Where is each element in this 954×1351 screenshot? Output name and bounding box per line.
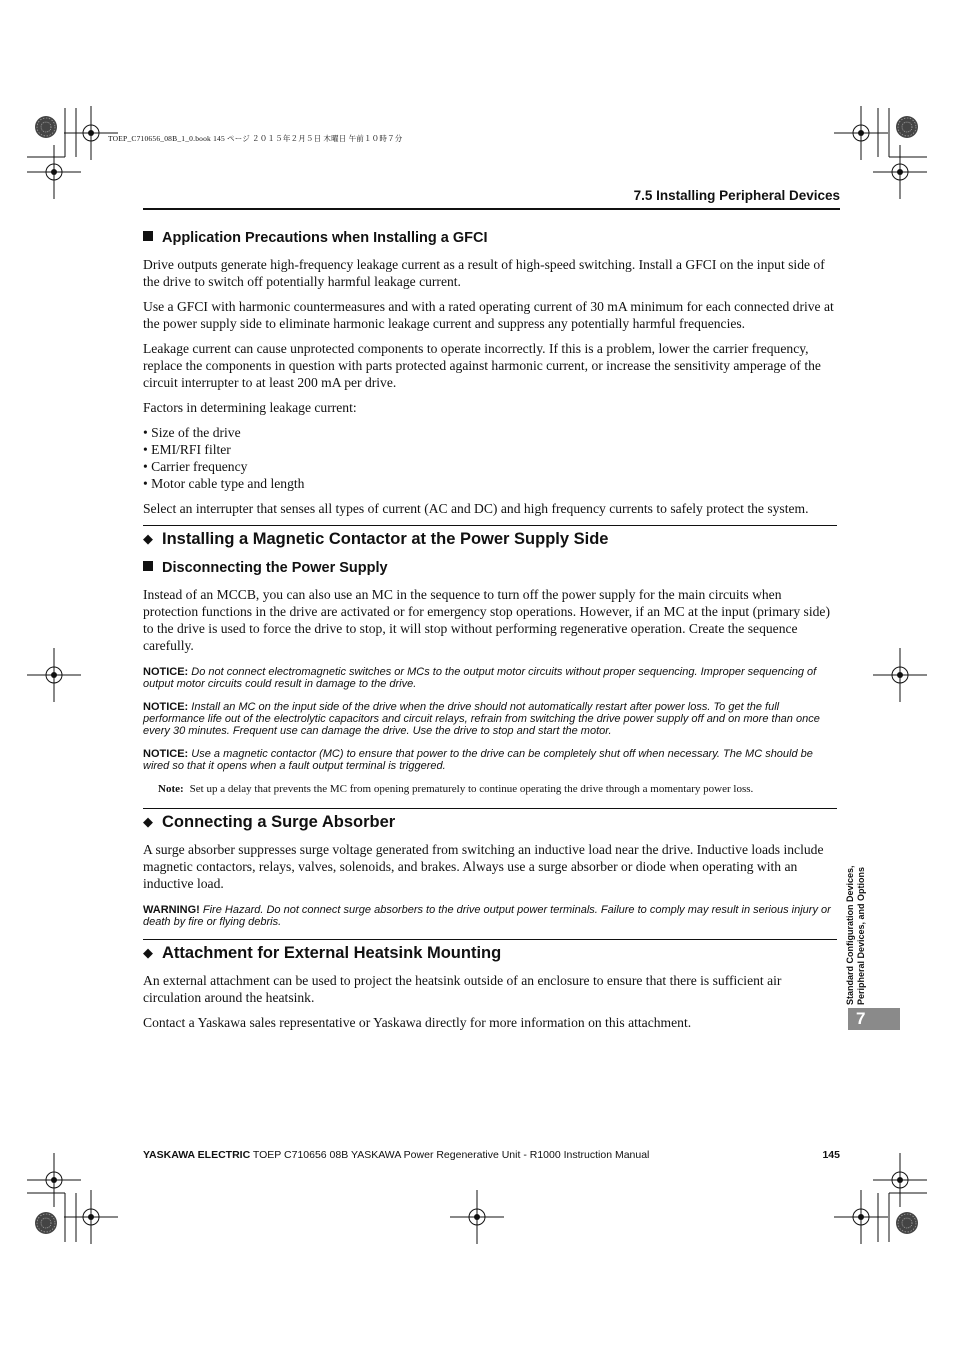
note: Note: Set up a delay that prevents the MC from opening prematurely to continue operating the drive through a momentary power loss. bbox=[158, 783, 754, 795]
heatsink-paragraph-1: An external attachment can be used to project the heatsink outside of an enclosure to ensure that there is sufficient air circulation around the heatsink. bbox=[143, 973, 782, 1005]
surge-paragraph-1: A surge absorber suppresses surge voltage generated from switching an inductive load near the drive. Inductive loads include magnetic contactors, relays, valves, solenoids, and brakes. Always use a surge absorber or diode when operating with an inductive load. bbox=[143, 842, 824, 891]
heatsink-paragraph-2: Contact a Yaskawa sales representative or Yaskawa directly for more information on this attachment. bbox=[143, 1015, 692, 1030]
running-head: 7.5 Installing Peripheral Devices bbox=[633, 188, 840, 203]
notice-1: NOTICE: Do not connect electromagnetic switches or MCs to the output motor circuits without proper sequencing. Improper sequencing of output motor circuits could result in damage to the drive. bbox=[143, 666, 817, 690]
gfci-paragraph-1: Drive outputs generate high-frequency leakage current as a result of high-speed switching. Install a GFCI on the input side of the drive to switch off potentially harmful leakage current. bbox=[143, 257, 825, 289]
disconnecting-heading: Disconnecting the Power Supply bbox=[143, 558, 840, 578]
page-content bbox=[143, 228, 840, 1039]
footer-brand: YASKAWA ELECTRIC bbox=[143, 1149, 251, 1161]
print-info: TOEP_C710656_08B_1_0.book 145 ページ ２０１５年２月５日 木曜日 午前１０時７分 bbox=[108, 134, 403, 143]
heatsink-heading: ◆ Attachment for External Heatsink Mounting bbox=[143, 939, 837, 964]
gfci-paragraph-3: Leakage current can cause unprotected components to operate incorrectly. If this is a problem, lower the carrier frequency, replace the components in question with parts protected against harmonic current, or increase the sensitivity amperage of the circuit interrupter to at least 200 mA per drive. bbox=[143, 341, 821, 390]
square-bullet-icon bbox=[143, 231, 153, 241]
list-item: • Carrier frequency bbox=[143, 458, 840, 475]
chapter-tab: 7 bbox=[848, 1008, 900, 1030]
warning: WARNING! Fire Hazard. Do not connect surge absorbers to the drive output power terminals. Failure to comply may result in serious injury or death by fire or flying debris. bbox=[143, 904, 831, 928]
gfci-paragraph-2: Use a GFCI with harmonic countermeasures and with a rated operating current of 30 mA minimum for each connected drive at the power supply side to eliminate harmonic leakage current and suppress any potentially harmful frequencies. bbox=[143, 299, 834, 331]
header-rule bbox=[143, 208, 840, 210]
list-item: • EMI/RFI filter bbox=[143, 441, 840, 458]
gfci-paragraph-4: Factors in determining leakage current: bbox=[143, 400, 357, 415]
notice-3: NOTICE: Use a magnetic contactor (MC) to ensure that power to the drive can be completely shut off when necessary. The MC should be wired so that it opens when a fault output terminal is triggered. bbox=[143, 748, 813, 772]
page-number: 145 bbox=[822, 1149, 840, 1161]
page-footer bbox=[143, 1149, 840, 1161]
gfci-paragraph-5: Select an interrupter that senses all types of current (AC and DC) and high frequency currents to safely protect the system. bbox=[143, 501, 809, 516]
contactor-paragraph-1: Instead of an MCCB, you can also use an MC in the sequence to turn off the power supply for the main circuits when protection functions in the drive are activated or for emergency stop operations. However, if an MC at the input (primary side) to the drive is used to force the drive to stop, it will stop without performing regenerative operation. Create the sequence carefully. bbox=[143, 587, 830, 653]
square-bullet-icon bbox=[143, 561, 153, 571]
list-item: • Size of the drive bbox=[143, 424, 840, 441]
diamond-bullet-icon: ◆ bbox=[143, 814, 153, 829]
diamond-bullet-icon: ◆ bbox=[143, 531, 153, 546]
magnetic-contactor-heading: ◆ Installing a Magnetic Contactor at the Power Supply Side bbox=[143, 525, 837, 550]
chapter-sidebar-label: Standard Configuration Devices, Peripheral Devices, and Options bbox=[845, 865, 866, 1005]
list-item: • Motor cable type and length bbox=[143, 475, 840, 492]
notice-2: NOTICE: Install an MC on the input side of the drive when the drive should not automatically restart after power loss. To get the full performance life out of the electrolytic capacitors and circuit relays, refrain from switching the drive power supply off and on more than once every 30 minutes. Frequent use can damage the drive. Use the drive to stop and start the motor. bbox=[143, 701, 820, 737]
gfci-heading: Application Precautions when Installing a GFCI bbox=[143, 228, 840, 248]
surge-absorber-heading: ◆ Connecting a Surge Absorber bbox=[143, 808, 837, 833]
diamond-bullet-icon: ◆ bbox=[143, 945, 153, 960]
footer-title: TOEP C710656 08B YASKAWA Power Regenerative Unit - R1000 Instruction Manual bbox=[252, 1149, 650, 1161]
leakage-factors-list bbox=[143, 424, 840, 492]
